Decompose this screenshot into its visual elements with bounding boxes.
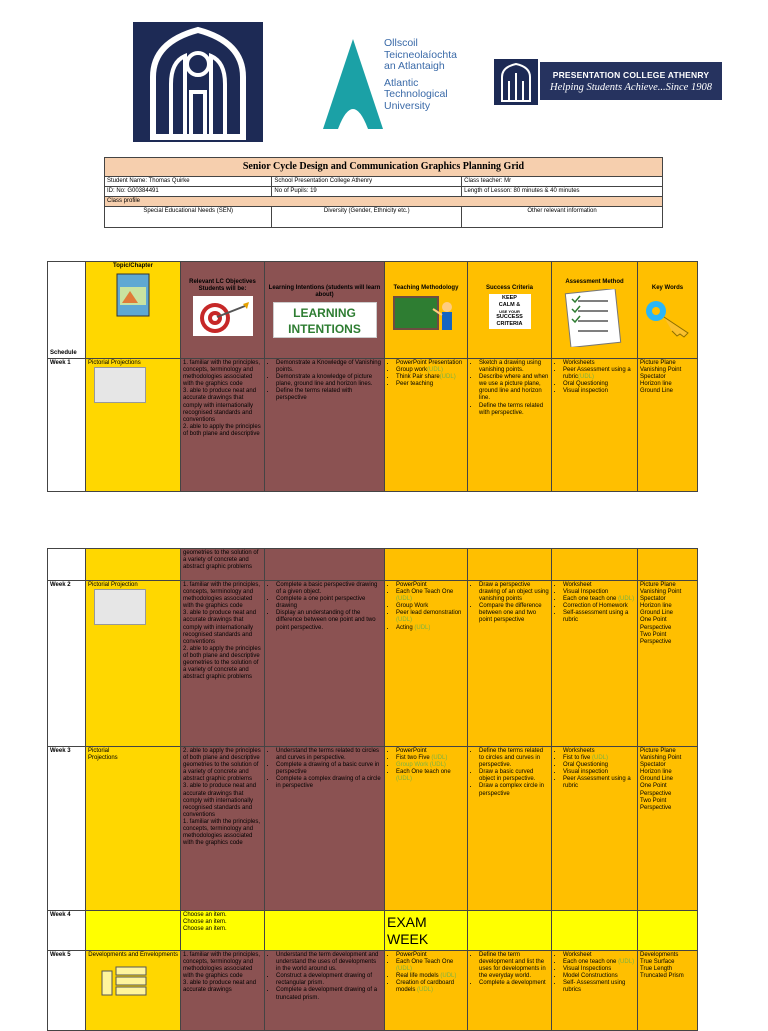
am-item: • Oral Questioning: [563, 762, 635, 769]
udl-tag: (UDL): [396, 617, 412, 624]
success-criteria-cell: [468, 549, 552, 581]
assessment-method-header: [552, 262, 638, 359]
udl-tag: (UDL): [396, 966, 412, 973]
school-name: School Presentation College Athenry: [272, 177, 462, 187]
success-criteria-cell: [468, 911, 552, 951]
sc-item: • Define the term development and list the uses for developments in the everyday world.: [479, 952, 549, 980]
tm-item: • Peer teaching: [396, 381, 465, 388]
teaching-methodology-header: [385, 262, 468, 359]
learning-intentions-cell: [265, 911, 385, 951]
university-crest-logo: [133, 22, 263, 142]
learning-intentions-header: [265, 262, 385, 359]
key-words-cell: [638, 549, 698, 581]
tm-item: • Real life models (UDL): [396, 973, 465, 980]
week-label: Week 1: [48, 359, 86, 492]
poster-line: CRITERIA: [496, 321, 523, 328]
sc-item: • Draw a perspective drawing of an object using vanishing points: [479, 582, 549, 603]
schedule-cell: [48, 549, 86, 581]
lc-objectives-cell: 2. able to apply the principles of both plane and descriptive geometries to the solution of a variety of concrete and abstract graphic problems 3. able to produce neat and accurate drawings that comply with internationally recognised standards and conventions 1. familiar with the principles, concepts, terminology and methodologies associated with the graphics code: [181, 747, 265, 911]
week-3-row: [48, 747, 698, 911]
teaching-methodology-cell: [385, 359, 468, 492]
sc-item: • Define the terms related to circles and curves in perspective.: [479, 748, 549, 769]
tm-header-label: Teaching Methodology: [393, 285, 459, 291]
tm-item: • Think Pair share(UDL): [396, 374, 465, 381]
atu-line: Technological: [384, 88, 448, 100]
topic-cell: [86, 911, 181, 951]
am-item: • Self- Assessment using rubrics: [563, 980, 635, 994]
continuation-row: [48, 549, 698, 581]
udl-tag: (UDL): [618, 959, 635, 966]
key-words-cell: Picture Plane Vanishing Point Spectator Horizon line Ground Line: [638, 359, 698, 492]
lc-objectives-cell: geometries to the solution of a variety of concrete and abstract graphic problems: [181, 549, 265, 581]
lesson-length-label: Length of Lesson:: [464, 188, 512, 195]
am-item: • Each one teach one (UDL): [563, 959, 635, 966]
li-item: • Complete a one point perspective drawing: [276, 596, 382, 610]
li-item: • Define the terms related with perspective: [276, 388, 382, 402]
am-item: • Model Constructions: [563, 973, 635, 980]
class-teacher: Class teacher: Mr: [462, 177, 663, 187]
poster-line: SUCCESS: [496, 314, 523, 321]
lesson-length: [462, 187, 663, 197]
am-item: • Worksheet: [563, 582, 635, 589]
tm-item: • Fist two Five (UDL): [396, 755, 465, 762]
am-item: • Visual Inspections: [563, 966, 635, 973]
udl-tag: (UDL): [396, 596, 412, 603]
am-item: • Peer Assessment using a rubric: [563, 776, 635, 790]
grid-header-row: [48, 262, 698, 359]
atu-line: Atlantic: [384, 76, 419, 89]
sc-item: • Draw a basic curved object in perspective.: [479, 769, 549, 783]
learning-intentions-cell: [265, 549, 385, 581]
topic-cell: [86, 549, 181, 581]
schedule-header: Schedule: [48, 262, 86, 359]
learning-intentions-cell: [265, 581, 385, 747]
poster-line: CALM &: [498, 302, 521, 309]
teaching-methodology-cell: [385, 747, 468, 911]
am-item: • Visual inspection: [563, 769, 635, 776]
assessment-method-cell: [552, 549, 638, 581]
success-criteria-cell: [468, 581, 552, 747]
am-item: • Fist to five (UDL): [563, 755, 635, 762]
planning-grid-title: Senior Cycle Design and Communication Graphics Planning Grid: [105, 158, 663, 177]
udl-tag: (UDL): [427, 367, 444, 374]
tm-item: • Acting (UDL): [396, 625, 465, 632]
lc-objectives-cell: 1. familiar with the principles, concepts, terminology and methodologies associated with the graphics code 3. able to produce neat and accurate drawings that comply with internationally recognised standards and conventions 2. able to apply the principles of both plane and descriptive geometries to the solution of a variety of concrete and abstract graphic problems: [181, 581, 265, 747]
tm-item: • Each One Teach One (UDL): [396, 589, 465, 603]
week-1-row: [48, 359, 698, 492]
checklist-icon: [562, 289, 628, 347]
topic-header: [86, 262, 181, 359]
class-profile-label: Class profile: [105, 197, 663, 207]
week-label: Week 5: [48, 951, 86, 1031]
atu-mark-icon: [318, 34, 388, 134]
li-item: • Understand the terms related to circles and curves in perspective.: [276, 748, 382, 762]
am-item: • Worksheets: [563, 748, 635, 755]
keep-calm-poster: [489, 294, 531, 329]
topic-cell: [86, 951, 181, 1031]
li-item: • Complete a drawing of a basic curve in perspective: [276, 762, 382, 776]
assessment-method-cell: [552, 911, 638, 951]
learning-intentions-cell: [265, 951, 385, 1031]
key-words-cell: [638, 911, 698, 951]
topic-cell: [86, 581, 181, 747]
teaching-methodology-cell: [385, 951, 468, 1031]
exam-word: EXAM: [387, 914, 427, 930]
week-5-row: [48, 951, 698, 1031]
lc-objectives-cell: 1. familiar with the principles, concepts, terminology and methodologies associated with the graphics code 3. able to produce neat and accurate drawings that comply with internationally recognised standards and conventions 2. able to apply the principles of both plane and descriptive: [181, 359, 265, 492]
udl-tag: (UDL): [417, 987, 434, 994]
exam-word: WEEK: [387, 931, 429, 947]
lc-header-label: Relevant LC Objectives Students will be:: [189, 279, 256, 293]
success-criteria-cell: [468, 951, 552, 1031]
key-words-cell: Developments True Surface True Length Truncated Prism: [638, 951, 698, 1031]
li-item: • Complete a development drawing of a truncated prism.: [276, 987, 382, 1001]
li-item: • Understand the term development and understand the uses of developments in the world around us.: [276, 952, 382, 973]
udl-tag: (UDL): [592, 755, 609, 762]
sc-item: • Sketch a drawing using vanishing points.: [479, 360, 549, 374]
li-item: • Demonstrate a knowledge of picture plane, ground line and horizon lines.: [276, 374, 382, 388]
learning-intentions-cell: [265, 747, 385, 911]
am-item: • Each one teach one (UDL): [563, 596, 635, 603]
topic-text: Pictorial Projections: [88, 748, 118, 762]
week-2-row: [48, 581, 698, 747]
poster-line: KEEP: [502, 295, 517, 302]
am-item: • Visual Inspection: [563, 589, 635, 596]
li-item: • Construct a development drawing of rectangular prism.: [276, 973, 382, 987]
li-header-label: Learning Intentions (students will learn about): [268, 285, 381, 299]
lc-objectives-cell: 1. familiar with the principles, concepts, terminology and methodologies associated with the graphics code 3. able to produce neat and accurate drawings: [181, 951, 265, 1031]
learning-intentions-image: LEARNING INTENTIONS: [273, 302, 377, 338]
atu-line: Teicneolaíochta: [384, 48, 457, 61]
udl-tag: (UDL): [396, 776, 412, 783]
sc-item: • Describe where and when we use a picture plane, ground line and horizon line.: [479, 374, 549, 402]
lc-objectives-header: [181, 262, 265, 359]
key-words-cell: Picture Plane Vanishing Point Spectator Horizon line Ground Line One Point Perspective Two Point Perspective: [638, 747, 698, 911]
li-item: • Complete a basic perspective drawing of a given object.: [276, 582, 382, 596]
planning-info-table: [104, 157, 663, 228]
am-item: • Oral Questioning: [563, 381, 635, 388]
am-item: • Correction of Homework: [563, 603, 635, 610]
sc-item: • Compare the difference between one and two point perspective: [479, 603, 549, 624]
udl-tag: (UDL): [414, 624, 431, 631]
tm-item: • Each One Teach One (UDL): [396, 959, 465, 973]
week-label: Week 4: [48, 911, 86, 951]
student-name: Student Name: Thomas Quirke: [105, 177, 272, 187]
atu-line: University: [384, 99, 431, 112]
li-item: • Complete a complex drawing of a circle in perspective: [276, 776, 382, 790]
exam-week-label: [385, 911, 468, 951]
student-id: ID: No: G00384491: [105, 187, 272, 197]
planning-grid-page-2: [47, 548, 698, 1031]
assessment-method-cell: [552, 359, 638, 492]
tm-item: • Group Work (UDL): [396, 762, 465, 769]
week-label: Week 3: [48, 747, 86, 911]
li-item: • Demonstrate a Knowledge of Vanishing points.: [276, 360, 382, 374]
gothic-window-icon: [133, 22, 263, 142]
week-label: Week 2: [48, 581, 86, 747]
key-words-header: [638, 262, 698, 359]
tm-item: • Group Work: [396, 603, 465, 610]
am-item: • Worksheets: [563, 360, 635, 367]
teaching-methodology-cell: [385, 581, 468, 747]
development-net-icon: [96, 965, 152, 999]
planning-grid-page-1: [47, 261, 698, 492]
topic-cell: [86, 747, 181, 911]
diversity-label: Diversity (Gender, Ethnicity etc.): [272, 207, 462, 228]
learning-intentions-cell: [265, 359, 385, 492]
tm-item: • Group work(UDL): [396, 367, 465, 374]
kw-header-label: Key Words: [651, 285, 684, 291]
textbook-cover-icon: [116, 273, 150, 317]
college-crest-icon: [494, 59, 538, 105]
other-info-label: Other relevant information: [462, 207, 663, 228]
sc-header-label: Success Criteria: [485, 285, 534, 291]
udl-tag: (UDL): [618, 596, 635, 603]
tm-item: • PowerPoint: [396, 582, 465, 589]
poster-line: USE YOUR: [499, 309, 520, 315]
assessment-method-cell: [552, 747, 638, 911]
am-item: • Worksheet: [563, 952, 635, 959]
perspective-sketch-image: [94, 367, 146, 403]
key-icon: [642, 295, 694, 339]
teacher-board-icon: [393, 295, 459, 339]
sc-item: • Define the terms related with perspective.: [479, 403, 549, 417]
topic-text: Developments and Envelopments: [88, 952, 178, 958]
am-item: • Self-assessment using a rubric: [563, 610, 635, 624]
perspective-sketch-image: [94, 589, 146, 625]
tm-item: • PowerPoint Presentation: [396, 360, 465, 367]
udl-tag: (UDL): [578, 374, 595, 381]
atu-line: an Atlantaigh: [384, 60, 445, 72]
tm-item: • Creation of cardboard models (UDL): [396, 980, 465, 994]
sc-item: • Complete a development: [479, 980, 549, 987]
udl-tag: (UDL): [431, 755, 448, 762]
topic-header-label: Topic/Chapter: [113, 263, 153, 269]
lc-objectives-cell: Choose an item. Choose an item. Choose an item.: [181, 911, 265, 951]
tm-item: • PowerPoint: [396, 748, 465, 755]
udl-tag: (UDL): [439, 374, 456, 381]
presentation-college-crest: [494, 59, 538, 105]
college-tagline: Helping Students Achieve...Since 1908: [550, 82, 712, 93]
tm-item: • PowerPoint: [396, 952, 465, 959]
atu-line: Ollscoil: [384, 37, 418, 49]
topic-cell: [86, 359, 181, 492]
li-item: • Display an understanding of the difference between one point and two point perspective.: [276, 610, 382, 631]
tm-item: • Peer lead demonstration (UDL): [396, 610, 465, 624]
target-dart-icon: [193, 296, 253, 336]
tm-item: • Each One teach one (UDL): [396, 769, 465, 783]
success-criteria-cell: [468, 359, 552, 492]
am-header-label: Assessment Method: [565, 279, 624, 285]
sen-label: Special Educational Needs (SEN): [105, 207, 272, 228]
lesson-length-value: 80 minutes & 40 minutes: [511, 188, 580, 195]
topic-text: Pictorial Projections: [88, 360, 141, 366]
teaching-methodology-cell: [385, 549, 468, 581]
atu-wordmark: [384, 38, 457, 112]
am-item: • Visual inspection: [563, 388, 635, 395]
week-4-row: [48, 911, 698, 951]
pupil-count: No of Pupils: 19: [272, 187, 462, 197]
success-criteria-cell: [468, 747, 552, 911]
assessment-method-cell: [552, 951, 638, 1031]
presentation-college-banner: [540, 62, 722, 100]
sc-item: • Draw a complex circle in perspective: [479, 783, 549, 797]
am-item: • Peer Assessment using a rubric(UDL): [563, 367, 635, 381]
udl-tag: (UDL): [440, 973, 457, 980]
college-name: PRESENTATION COLLEGE ATHENRY: [552, 70, 710, 80]
topic-text: Pictorial Projection: [88, 582, 138, 588]
udl-tag: (UDL): [429, 762, 446, 769]
key-words-cell: Picture Plane Vanishing Point Spectator Horizon line Ground Line One Point Perspective Two Point Perspective: [638, 581, 698, 747]
success-criteria-header: [468, 262, 552, 359]
assessment-method-cell: [552, 581, 638, 747]
